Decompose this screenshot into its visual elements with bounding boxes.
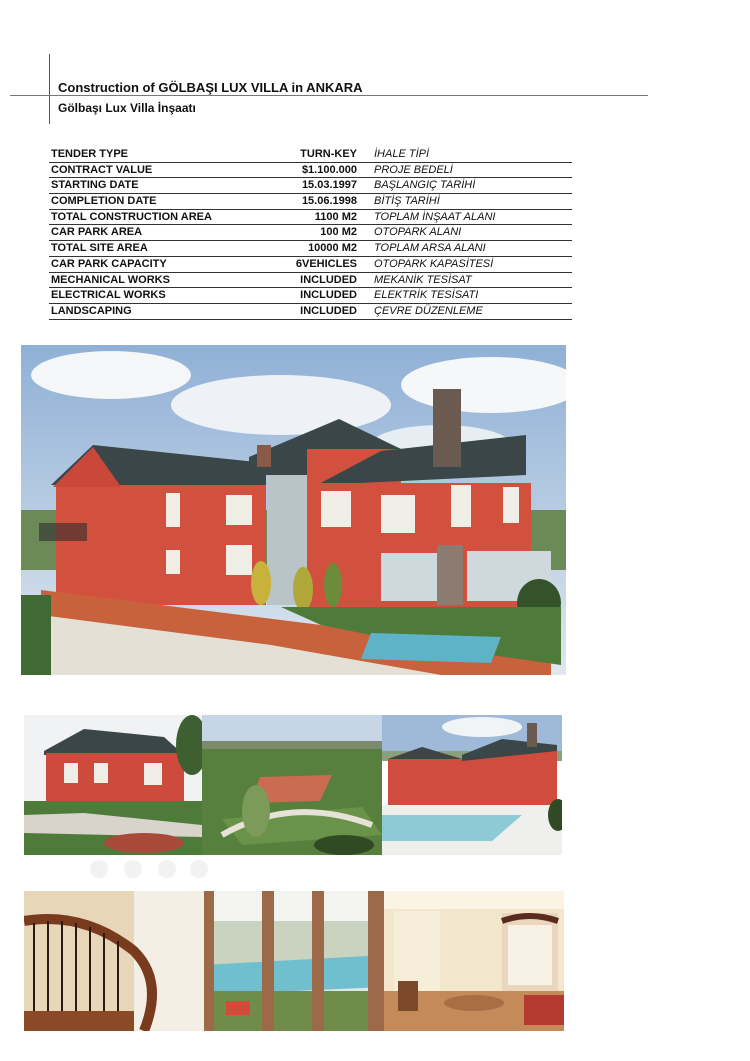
- spec-row: [49, 210, 572, 226]
- villa-front-photo: [24, 715, 202, 855]
- decorative-dot: [124, 860, 142, 878]
- villa-pool-photo: [382, 715, 562, 855]
- spec-value: INCLUDED: [300, 304, 357, 317]
- spec-row: [49, 288, 572, 304]
- spec-row: [49, 147, 572, 163]
- spec-label-turkish: TOPLAM ARSA ALANI: [374, 242, 486, 255]
- spec-row: [49, 273, 572, 289]
- spec-row: [49, 257, 572, 273]
- page-title: Construction of GÖLBAŞI LUX VILLA in ANKARA: [58, 80, 363, 95]
- spec-label-turkish: BAŞLANGIÇ TARİHİ: [374, 179, 476, 192]
- living-room-photo: [384, 891, 564, 1031]
- spec-value: 100 M2: [320, 226, 357, 239]
- spec-value: TURN-KEY: [300, 148, 357, 160]
- pool-view-window-photo: [204, 891, 384, 1031]
- spec-label: LANDSCAPING: [51, 304, 132, 317]
- spec-label: TOTAL SITE AREA: [51, 242, 148, 255]
- spec-label-turkish: MEKANİK TESİSAT: [374, 273, 472, 286]
- spec-value: 1100 M2: [314, 210, 357, 223]
- horizontal-rule: [10, 95, 648, 96]
- decorative-dot: [90, 860, 108, 878]
- spec-label-turkish: ELEKTRİK TESİSATI: [374, 289, 479, 302]
- tennis-court-photo: [202, 715, 382, 855]
- spec-label-turkish: TOPLAM İNŞAAT ALANI: [374, 210, 496, 223]
- spec-label: COMPLETION DATE: [51, 195, 157, 208]
- spec-label-turkish: ÇEVRE DÜZENLEME: [374, 304, 483, 317]
- spec-label-turkish: BİTİŞ TARİHİ: [374, 195, 440, 208]
- spec-label-turkish: PROJE BEDELİ: [374, 163, 453, 176]
- decorative-dots: [90, 860, 220, 882]
- spec-row: [49, 241, 572, 257]
- decorative-dot: [158, 860, 176, 878]
- spec-row: [49, 163, 572, 179]
- spec-label: CONTRACT VALUE: [51, 163, 153, 176]
- spec-value: 15.03.1997: [301, 179, 357, 192]
- spec-value: INCLUDED: [300, 289, 357, 302]
- spec-value: 6VEHICLES: [295, 257, 357, 270]
- spec-label: ELECTRICAL WORKS: [51, 289, 166, 302]
- spec-row: [49, 304, 572, 320]
- decorative-dot: [190, 860, 208, 878]
- spec-label: TENDER TYPE: [51, 148, 129, 160]
- vertical-rule: [49, 54, 50, 124]
- spec-value: $1.100.000: [301, 163, 357, 176]
- page-subtitle: Gölbaşı Lux Villa İnşaatı: [58, 101, 196, 115]
- spec-row: [49, 225, 572, 241]
- staircase-photo: [24, 891, 204, 1031]
- spec-label: MECHANICAL WORKS: [51, 273, 170, 286]
- spec-label-turkish: OTOPARK ALANI: [374, 226, 462, 239]
- spec-table: [49, 147, 572, 320]
- spec-label: CAR PARK CAPACITY: [51, 257, 167, 270]
- spec-row: [49, 194, 572, 210]
- spec-label: CAR PARK AREA: [51, 226, 143, 239]
- spec-label: TOTAL CONSTRUCTION AREA: [51, 210, 212, 223]
- spec-row: [49, 178, 572, 194]
- spec-label-turkish: OTOPARK KAPASİTESİ: [374, 257, 494, 270]
- spec-value: 10000 M2: [308, 242, 357, 255]
- villa-main-photo: [21, 345, 566, 675]
- spec-label: STARTING DATE: [51, 179, 139, 192]
- spec-value: 15.06.1998: [301, 195, 357, 208]
- spec-value: INCLUDED: [300, 273, 357, 286]
- spec-label-turkish: İHALE TİPİ: [374, 148, 430, 160]
